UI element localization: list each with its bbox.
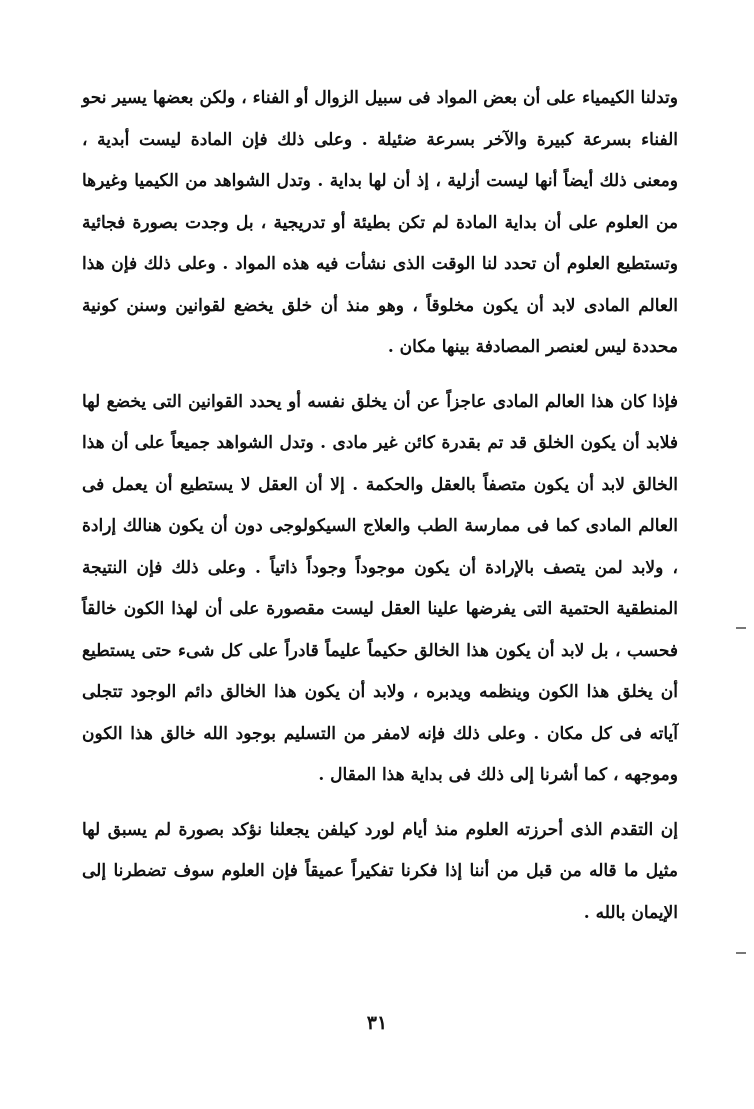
page-number: ٣١ xyxy=(366,1012,388,1034)
margin-mark xyxy=(736,627,746,629)
paragraph-1: وتدلنا الكيمياء على أن بعض المواد فى سبيل الزوال أو الفناء ، ولكن بعضها يسير نحو الفناء بسرعة كبيرة والآخر بسرعة ضئيلة . وعلى ذلك فإن المادة ليست أبدية ، ومعنى ذلك أيضاً أنها ليست أزلية ، إذ أن لها بداية . وتدل الشواهد من الكيميا وغيرها من العلوم على أن بداية المادة لم تكن بطيئة أو تدريجية ، بل وجدت بصورة فجائية وتستطيع العلوم أن تحدد لنا الوقت الذى نشأت فيه هذه المواد . وعلى ذلك فإن هذا العالم المادى لابد أن يكون مخلوقاً ، وهو منذ أن خلق يخضع لقوانين وسنن كونية محددة ليس لعنصر المصادفة بينها مكان . xyxy=(82,88,678,357)
margin-mark xyxy=(736,952,746,954)
paragraph-2: فإذا كان هذا العالم المادى عاجزاً عن أن يخلق نفسه أو يحدد القوانين التى يخضع لها فلابد أن يكون الخلق قد تم بقدرة كائن غير مادى . وتدل الشواهد جميعاً على أن هذا الخالق لابد أن يكون متصفاً بالعقل والحكمة . إلا أن العقل لا يستطيع أن يعمل فى العالم المادى كما فى ممارسة الطب والعلاج السيكولوجى دون أن يكون هنالك إرادة ، ولابد لمن يتصف بالإرادة أن يكون موجوداً وجوداً ذاتياً . وعلى ذلك فإن النتيجة المنطقية الحتمية التى يفرضها علينا العقل ليست مقصورة على أن لهذا الكون خالقاً فحسب ، بل لابد أن يكون هذا الخالق حكيماً عليماً قادراً على كل شىء حتى يستطيع أن يخلق هذا الكون وينظمه ويدبره ، ولابد أن يكون هذا الخالق دائم الوجود تتجلى آياته فى كل مكان . وعلى ذلك فإنه لامفر من التسليم بوجود الله خالق هذا الكون وموجهه ، كما أشرنا إلى ذلك فى بداية هذا المقال . xyxy=(82,391,678,785)
page-text-block xyxy=(82,78,678,934)
paragraph-3: إن التقدم الذى أحرزته العلوم منذ أيام لورد كيلفن يجعلنا نؤكد بصورة لم يسبق لها مثيل ما قاله من قبل من أننا إذا فكرنا تفكيراً عميقاً فإن العلوم سوف تضطرنا إلى الإيمان بالله . xyxy=(82,819,678,923)
